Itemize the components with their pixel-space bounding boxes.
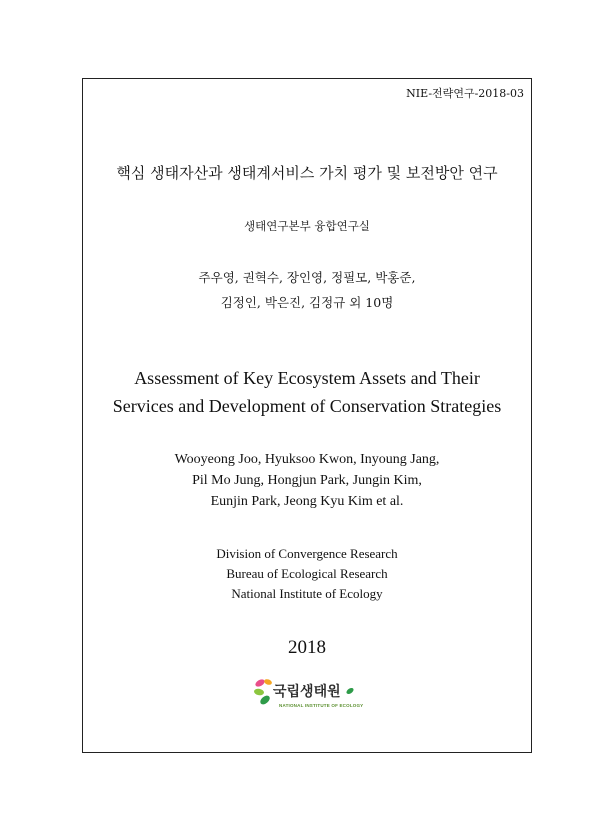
institution bbox=[83, 544, 531, 604]
korean-department: 생태연구본부 융합연구실 bbox=[244, 219, 370, 233]
english-title-line: Services and Development of Conservation Strategies bbox=[112, 396, 502, 416]
leaf-logo-icon bbox=[253, 676, 275, 710]
leaf-accent-icon bbox=[345, 686, 355, 696]
cover-frame bbox=[82, 78, 532, 753]
english-title-line: Assessment of Key Ecosystem Assets and Their bbox=[134, 368, 480, 388]
nie-logo bbox=[253, 674, 363, 724]
institution-line: National Institute of Ecology bbox=[231, 586, 383, 601]
korean-authors-line: 주우영, 권혁수, 장인영, 정필모, 박홍준, bbox=[198, 270, 416, 285]
english-title bbox=[83, 364, 531, 420]
korean-authors-line: 김정인, 박은진, 김정규 외 10명 bbox=[220, 295, 394, 310]
korean-title: 핵심 생태자산과 생태계서비스 가치 평가 및 보전방안 연구 bbox=[116, 164, 498, 182]
korean-authors bbox=[83, 265, 531, 315]
institution-line: Division of Convergence Research bbox=[216, 546, 398, 561]
english-authors bbox=[83, 449, 531, 512]
institution-line: Bureau of Ecological Research bbox=[226, 566, 388, 581]
english-authors-line: Wooyeong Joo, Hyuksoo Kwon, Inyoung Jang, bbox=[174, 452, 440, 467]
english-authors-line: Pil Mo Jung, Hongjun Park, Jungin Kim, bbox=[192, 473, 422, 488]
logo-name: 국립생태원 bbox=[273, 684, 341, 700]
english-authors-line: Eunjin Park, Jeong Kyu Kim et al. bbox=[210, 494, 404, 509]
publication-year: 2018 bbox=[288, 637, 326, 658]
logo-subtitle: NATIONAL INSTITUTE OF ECOLOGY bbox=[279, 703, 364, 708]
report-code: NIE-전략연구-2018-03 bbox=[406, 87, 524, 100]
